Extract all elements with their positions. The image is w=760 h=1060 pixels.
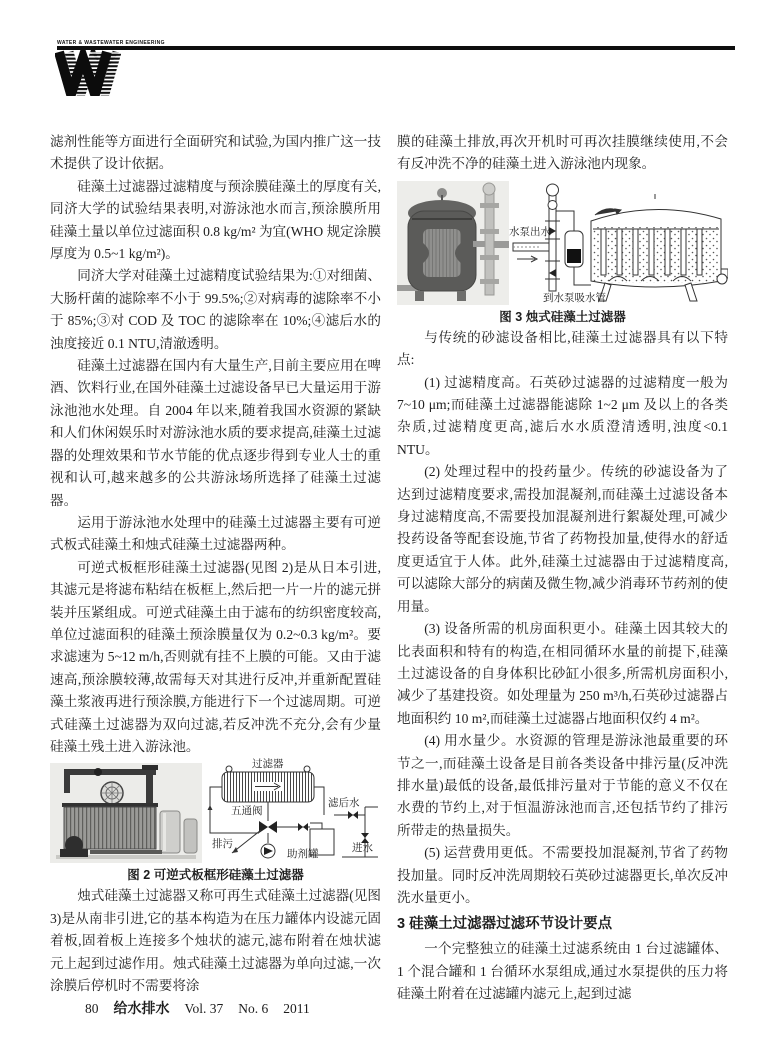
figure2-label-aid-tank: 助剂罐 [287,848,319,861]
figure2-label-inlet: 进水 [352,842,373,855]
figure2-label-filter: 过滤器 [252,758,284,771]
page-footer [85,998,310,1018]
paragraph: 滤剂性能等方面进行全面研究和试验,为国内推广这一技术提供了设计依据。 [50,134,381,172]
masthead-rule [57,46,735,50]
left-column [50,131,381,1006]
figure3-photo [397,181,509,305]
text-columns [50,131,728,1006]
paragraph: 可逆式板框形硅藻土过滤器(见图 2)是从日本引进,其滤元是将滤布粘结在板框上,然后把一片一片的滤元拼装并压紧组成。可逆式硅藻土由于滤布的纺织密度较高,单位过滤面积的硅藻土预涂膜量仅为 0.2~0.3 kg/m²。要求滤速为 5~12 m/h,否则就有挂不上膜的可能。又由于滤速高,预涂膜较薄,故需每天对其进行反冲,并重新配置硅藻土浆液再进行预涂膜,方能进行下一个过滤周期。可逆式硅藻土过滤器为双向过滤,若反冲洗不充分,会有少量硅藻土残土进入游泳池。 [50,559,381,754]
paragraph: 与传统的砂滤设备相比,硅藻土过滤器具有以下特点: [397,329,728,368]
w-logo-icon [55,50,121,96]
journal-volume: Vol. 37 [184,1001,224,1016]
page-number: 80 [85,1001,99,1016]
paragraph: 膜的硅藻土排放,再次开机时可再次挂膜继续使用,不会有反冲洗不净的硅藻土进入游泳池内现象。 [397,134,728,172]
figure2-photo [50,763,202,863]
journal-issue: No. 6 [238,1001,269,1016]
paragraph: 同济大学对硅藻土过滤精度试验结果为:①对细菌、大肠杆菌的滤除率不小于 99.5%;②对病毒的滤除率不小于 85%;③对 COD 及 TOC 的滤除率在 10%;④滤后水的浊度接近 0.1 NTU,清澈透明。 [50,268,381,351]
journal-name: 给水排水 [113,1000,170,1016]
paragraph: (1) 过滤精度高。石英砂过滤器的过滤精度一般为 7~10 μm;而硅藻土过滤器能滤除 1~2 μm 及以上的各类杂质,过滤精度更高,滤后水水质澄清透明,浊度<0.1 NTU。 [397,374,728,457]
right-column [397,131,728,1006]
paragraph: 运用于游泳池水处理中的硅藻土过滤器主要有可逆式板式硅藻土和烛式硅藻土过滤器两种。 [50,514,381,553]
figure3-label-to-pump-suction: 到水泵吸水管 [543,291,606,304]
paragraph: 一个完整独立的硅藻土过滤系统由 1 台过滤罐体、1 个混合罐和 1 台循环水泵组成,通过水泵提供的压力将硅藻土附着在过滤罐内滤元上,起到过滤 [397,941,728,1002]
paragraph: (3) 设备所需的机房面积更小。硅藻土因其较大的比表面积和特有的构造,在相同循环水量的前提下,硅藻土过滤设备的自身体积比砂缸小很多,所需机房面积小,减少了基建投资。如处理量为 250 m³/h,石英砂过滤器占地面积约 10 m²,而硅藻土过滤器占地面积仅约 4 m²。 [397,621,728,726]
paragraph: 烛式硅藻土过滤器又称可再生式硅藻土过滤器(见图 3)是从南非引进,它的基本构造为在压力罐体内设滤元固着板,固着板上连接多个烛状的滤元,滤布附着在烛状滤元上起到过滤作用。烛式硅藻土过滤器为单向过滤,一次涂膜后停机时不需要将涂 [50,888,381,993]
figure2-label-five-way-valve: 五通阀 [231,805,263,818]
paragraph: (4) 用水量少。水资源的管理是游泳池最重要的环节之一,而硅藻土设备是目前各类设备中排污量(反冲洗排水量)最低的设备,最低排污量对于节能的意义不仅在水费的节约上,对于恒温游泳池而言,还包括节约了排污所带走的热量损失。 [397,733,728,838]
figure2-label-drain: 排污 [212,838,233,851]
section-heading: 3 硅藻土过滤器过滤环节设计要点 [397,916,613,933]
paragraph: (5) 运营费用更低。不需要投加混凝剂,节省了药物投加量。同时反冲洗周期较石英砂过滤器更长,单次反冲洗水量更小。 [397,845,728,905]
figure3-label-pump-outlet: 水泵出水 [509,225,551,238]
figure2-label-filtered-water: 滤后水 [328,797,360,810]
figure3-diagram [509,181,728,305]
journal-tagline: WATER & WASTEWATER ENGINEERING [57,40,165,46]
paragraph: 硅藻土过滤器在国内有大量生产,目前主要应用在啤酒、饮料行业,在国外硅藻土过滤设备早已大量运用于游泳池池水处理。自 2004 年以来,随着我国水资源的紧缺和人们休闲娱乐时对游泳池水质的要求提高,硅藻土过滤器的处理效果和节水节能的优点逐步得到专业人士的重视和认可,越来越多的公共游泳场所选择了硅藻土过滤器。 [50,358,381,508]
paragraph: 硅藻土过滤器过滤精度与预涂膜硅藻土的厚度有关,同济大学的试验结果表明,对游泳池水而言,预涂膜所用硅藻土量以单位过滤面积 0.8 kg/m² 为宜(WHO 规定涂膜厚度为 0.5~1 kg/m²)。 [50,178,381,262]
journal-year: 2011 [283,1001,310,1016]
paragraph: (2) 处理过程中的投药量少。传统的砂滤设备为了达到过滤精度要求,需投加混凝剂,而硅藻土过滤设备本身过滤精度高,不需要投加混凝剂进行絮凝处理,可减少投药设备等配套设施,节省了药物投加量,使得水的舒适度更适宜于人体。此外,硅藻土过滤器由于过滤精度高,可以滤除大部分的病菌及微生物,减少消毒环节药剂的使用量。 [397,464,728,614]
figure2-caption: 图 2 可逆式板框形硅藻土过滤器 [127,868,304,883]
figure-3 [397,181,728,325]
figure3-caption: 图 3 烛式硅藻土过滤器 [499,309,626,324]
figure-2 [50,758,381,883]
figure2-diagram [202,758,381,863]
